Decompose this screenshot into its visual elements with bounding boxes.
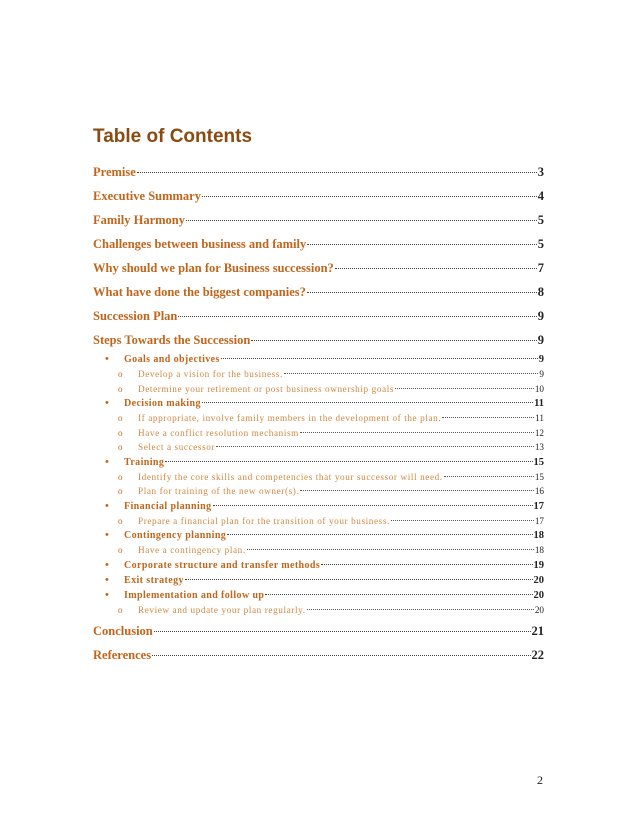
circle-bullet-icon: o [118,442,123,452]
toc-entry-title: Identify the core skills and competencies that your successor will need. [138,471,443,482]
toc-entry-page: 13 [534,442,544,452]
circle-bullet-icon: o [118,369,123,379]
toc-entry-title: Steps Towards the Succession [93,333,251,347]
toc-entry-title: Why should we plan for Business succession? [93,261,334,275]
toc-entry-page: 20 [533,589,544,601]
toc-entry[interactable] [93,304,544,328]
toc-entry[interactable] [93,382,544,397]
toc-entry-title: References [93,648,152,662]
toc-entry[interactable] [93,528,544,543]
page-number: 2 [537,773,543,787]
toc-entry[interactable] [93,619,544,643]
dot-leader [213,505,533,506]
toc-entry-page: 15 [533,456,544,468]
dot-leader [300,432,534,433]
dot-leader [247,549,534,550]
toc-entry-page: 11 [535,413,544,423]
bullet-icon: • [105,455,109,468]
toc-entry[interactable] [93,160,544,184]
toc-entry-title: Have a conflict resolution mechanism [138,427,299,438]
toc-entry-page: 16 [534,486,544,496]
bullet-icon: • [105,558,109,571]
toc-entry-page: 9 [539,369,544,379]
toc-entry[interactable] [93,603,544,618]
toc-entry-title: Training [124,456,165,468]
toc-entry[interactable] [93,208,544,232]
dot-leader [335,268,537,269]
dot-leader [444,476,534,477]
toc-entry-page: 5 [537,213,544,227]
toc-entry[interactable] [93,470,544,485]
toc-entry-title: Review and update your plan regularly. [138,604,306,615]
toc-entry-page: 5 [537,237,544,251]
toc-entry-page: 4 [537,189,544,203]
toc-entry-title: Decision making [124,398,201,409]
toc-entry-page: 15 [534,471,544,482]
dot-leader [307,292,537,293]
toc-entry-title: Determine your retirement or post business ownership goals [138,383,395,394]
dot-leader [202,402,533,403]
toc-entry-title: Executive Summary [93,189,201,203]
dot-leader [251,340,536,341]
dot-leader [221,358,538,359]
toc-entry-page: 22 [531,648,544,662]
dot-leader [265,594,532,595]
dot-leader [186,220,537,221]
dot-leader [321,564,532,565]
bullet-icon: • [105,573,109,586]
toc-entry[interactable] [93,514,544,529]
toc-entry-title: Have a contingency plan. [138,545,246,555]
toc-entry[interactable] [93,484,544,499]
toc-entry-page: 8 [537,285,544,299]
toc-entry[interactable] [93,643,544,667]
toc-entry[interactable] [93,588,544,603]
toc-entry-title: Family Harmony [93,213,186,227]
toc-entry-page: 3 [537,165,544,179]
dot-leader [152,655,530,656]
toc-entry[interactable] [93,367,544,382]
circle-bullet-icon: o [118,471,123,482]
toc-entry[interactable] [93,184,544,208]
circle-bullet-icon: o [118,413,123,423]
toc-entry-page: 20 [533,574,544,586]
dot-leader [178,316,536,317]
bullet-icon: • [105,499,109,512]
dot-leader [165,461,532,462]
toc-entry-page: 9 [538,354,544,365]
toc-entry[interactable] [93,396,544,411]
toc-entry-title: Financial planning [124,500,212,512]
toc-entry[interactable] [93,455,544,470]
toc-entry-title: Corporate structure and transfer methods [124,559,321,571]
toc-entry-page: 9 [537,309,544,323]
toc-entry[interactable] [93,232,544,256]
toc-entry[interactable] [93,280,544,304]
toc-entry-page: 11 [534,398,544,409]
circle-bullet-icon: o [118,383,123,394]
toc-entry[interactable] [93,558,544,573]
toc-entry-page: 20 [534,604,544,615]
toc-entry-page: 12 [534,427,544,438]
toc-entry-page: 9 [537,333,544,347]
circle-bullet-icon: o [118,486,123,496]
toc-entry-page: 18 [533,530,544,541]
toc-entry-title: Challenges between business and family [93,237,307,251]
bullet-icon: • [105,588,109,601]
circle-bullet-icon: o [118,545,123,555]
dot-leader [227,534,532,535]
toc-entry-page: 19 [533,559,544,571]
toc-entry-title: If appropriate, involve family members in the development of the plan. [138,413,442,423]
dot-leader [307,609,534,610]
toc-entry-page: 7 [537,261,544,275]
dot-leader [284,373,538,374]
toc-entry-page: 10 [534,383,544,394]
toc-entry-title: Succession Plan [93,309,178,323]
bullet-icon: • [105,529,109,541]
bullet-icon: • [105,397,109,409]
toc-entry-title: Implementation and follow up [124,589,265,601]
toc-entry[interactable] [93,543,544,558]
dot-leader [137,172,537,173]
dot-leader [216,446,534,447]
toc-entry-page: 21 [531,624,544,638]
bullet-icon: • [105,353,109,365]
dot-leader [185,579,533,580]
dot-leader [154,631,531,632]
toc-entry-title: Goals and objectives [124,354,220,365]
toc-entry-title: Prepare a financial plan for the transition of your business. [138,515,390,526]
toc-entry-title: Develop a vision for the business. [138,369,283,379]
toc-entry-title: Premise [93,165,136,179]
dot-leader [300,490,533,491]
toc-entry-title: Exit strategy [124,574,184,586]
toc-entry-page: 17 [534,515,544,526]
toc-entry-title: Conclusion [93,624,153,638]
dot-leader [395,388,534,389]
circle-bullet-icon: o [118,427,123,438]
dot-leader [391,520,534,521]
table-of-contents [93,160,544,667]
toc-entry[interactable] [93,328,544,352]
toc-entry[interactable] [93,499,544,514]
toc-entry-page: 17 [533,500,544,512]
toc-entry[interactable] [93,440,544,455]
dot-leader [307,244,537,245]
toc-entry-page: 18 [534,545,544,555]
dot-leader [442,417,534,418]
dot-leader [202,196,537,197]
toc-title: Table of Contents [93,126,253,147]
circle-bullet-icon: o [118,604,123,615]
circle-bullet-icon: o [118,515,123,526]
toc-entry-title: Select a successor [138,442,216,452]
toc-entry-title: What have done the biggest companies? [93,285,306,299]
toc-entry[interactable] [93,256,544,280]
toc-entry[interactable] [93,352,544,367]
toc-entry[interactable] [93,573,544,588]
toc-entry-title: Plan for training of the new owner(s). [138,486,300,496]
toc-entry-title: Contingency planning [124,530,227,541]
toc-entry[interactable] [93,426,544,441]
toc-entry[interactable] [93,411,544,426]
